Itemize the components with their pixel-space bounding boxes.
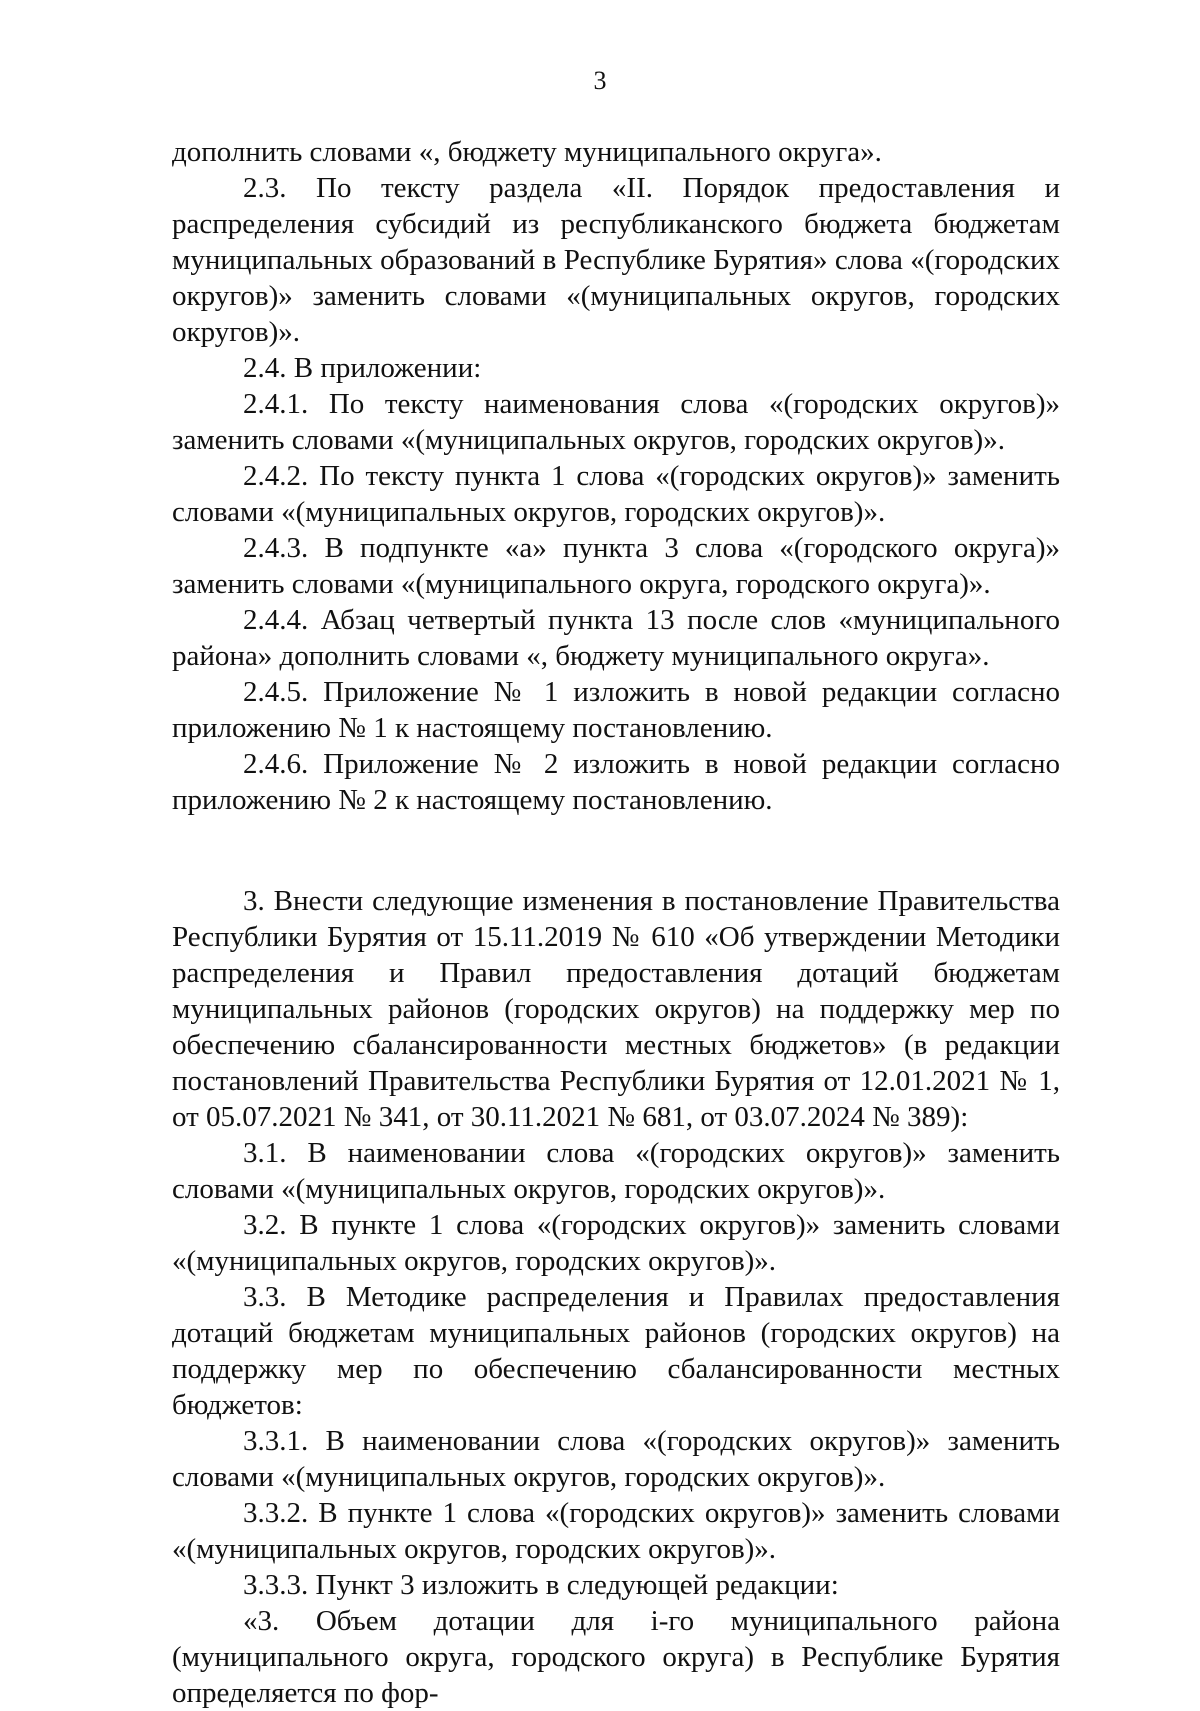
page-number: 3	[593, 66, 607, 95]
paragraph-2-4-5: 2.4.5. Приложение № 1 изложить в новой редакции согласно приложению № 1 к настоящему постановлению.	[172, 676, 1060, 744]
paragraph-2-4: 2.4. В приложении:	[243, 352, 482, 384]
document-body	[172, 134, 1060, 1711]
paragraph-2-4-4: 2.4.4. Абзац четвертый пункта 13 после слов «муниципального района» дополнить словами «, бюджету муниципального округа».	[172, 604, 1060, 672]
paragraph-2-4-3: 2.4.3. В подпункте «а» пункта 3 слова «(городского округа)» заменить словами «(муниципального округа, городского округа)».	[172, 532, 1060, 600]
paragraph-2-4-2: 2.4.2. По тексту пункта 1 слова «(городских округов)» заменить словами «(муниципальных округов, городских округов)».	[172, 460, 1060, 528]
section-spacer	[172, 818, 1060, 883]
paragraph-2-3: 2.3. По тексту раздела «II. Порядок предоставления и распределения субсидий из республиканского бюджета бюджетам муниципальных образований в Республике Бурятия» слова «(городских округов)» заменить словами «(муниципальных округов, городских округов)».	[172, 172, 1060, 348]
paragraph-2-4-1: 2.4.1. По тексту наименования слова «(городских округов)» заменить словами «(муниципальных округов, городских округов)».	[172, 388, 1060, 456]
paragraph-3-3-3: 3.3.3. Пункт 3 изложить в следующей редакции:	[243, 1569, 839, 1601]
paragraph-continuation: дополнить словами «, бюджету муниципального округа».	[172, 136, 882, 168]
paragraph-3-3-2: 3.3.2. В пункте 1 слова «(городских округов)» заменить словами «(муниципальных округов, городских округов)».	[172, 1497, 1060, 1565]
paragraph-3-1: 3.1. В наименовании слова «(городских округов)» заменить словами «(муниципальных округов, городских округов)».	[172, 1137, 1060, 1205]
paragraph-3-3: 3.3. В Методике распределения и Правилах предоставления дотаций бюджетам муниципальных районов (городских округов) на поддержку мер по обеспечению сбалансированности местных бюджетов:	[172, 1281, 1060, 1421]
paragraph-2-4-6: 2.4.6. Приложение № 2 изложить в новой редакции согласно приложению № 2 к настоящему постановлению.	[172, 748, 1060, 816]
paragraph-3-2: 3.2. В пункте 1 слова «(городских округов)» заменить словами «(муниципальных округов, городских округов)».	[172, 1209, 1060, 1277]
paragraph-3: 3. Внести следующие изменения в постановление Правительства Республики Бурятия от 15.11.2019 № 610 «Об утверждении Методики распределения и Правил предоставления дотаций бюджетам муниципальных районов (городских округов) на поддержку мер по обеспечению сбалансированности местных бюджетов» (в редакции постановлений Правительства Республики Бурятия от 12.01.2021 № 1, от 05.07.2021 № 341, от 30.11.2021 № 681, от 03.07.2024 № 389):	[172, 885, 1060, 1133]
paragraph-quoted-3: «3. Объем дотации для i-го муниципального района (муниципального округа, городского округа) в Республике Бурятия определяется по фор-	[172, 1605, 1060, 1709]
paragraph-3-3-1: 3.3.1. В наименовании слова «(городских округов)» заменить словами «(муниципальных округов, городских округов)».	[172, 1425, 1060, 1493]
